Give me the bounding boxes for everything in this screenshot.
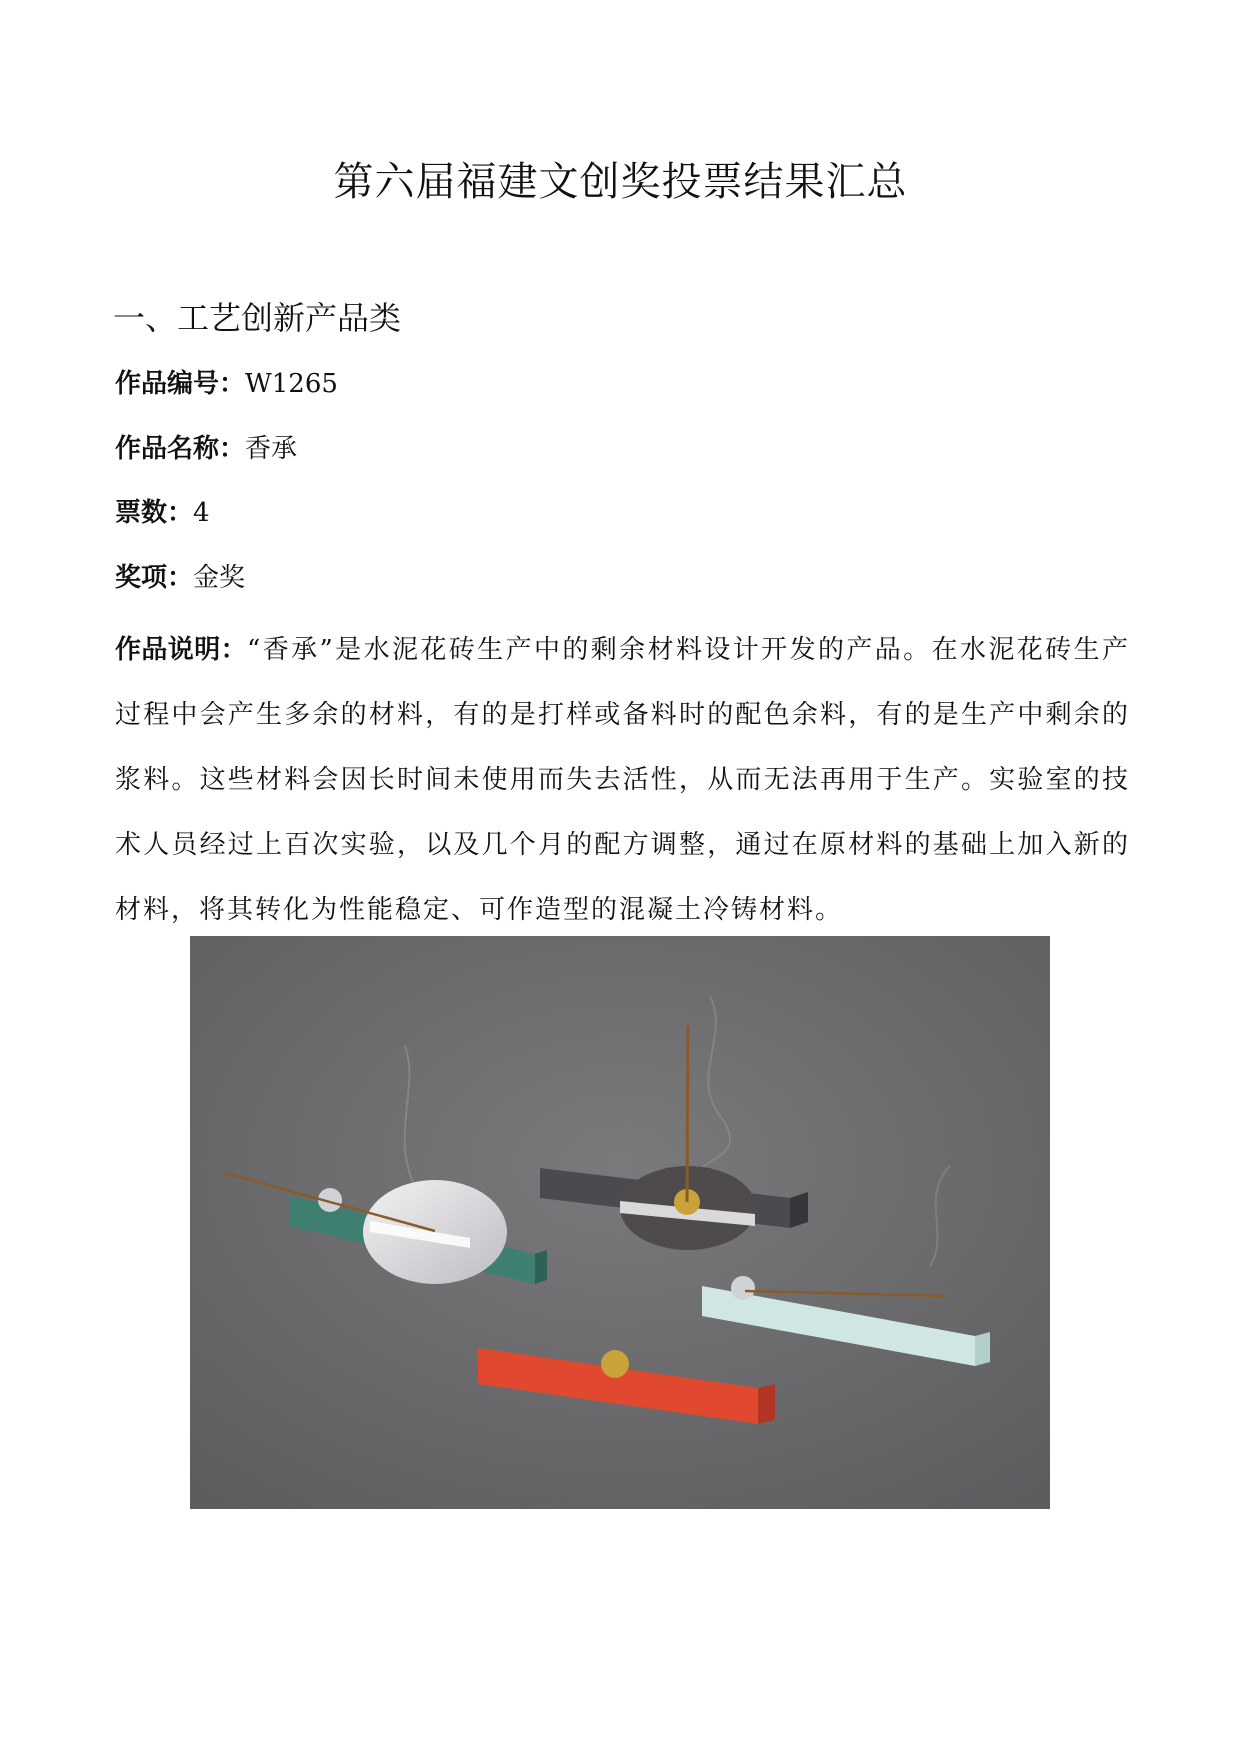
entry-votes-label: 票数： xyxy=(115,498,194,528)
entry-votes-value: 4 xyxy=(193,498,210,528)
section-heading: 一、工艺创新产品类 xyxy=(113,299,402,337)
entry-name xyxy=(115,428,297,465)
entry-number xyxy=(115,363,338,400)
entry-description xyxy=(115,618,1130,943)
entry-description-text: “香承”是水泥花砖生产中的剩余材料设计开发的产品。在水泥花砖生产过程中会产生多余的材料，有的是打样或备料时的配色余料，有的是生产中剩余的浆料。这些材料会因长时间未使用而失去活性，从而无法再用于生产。实验室的技术人员经过上百次实验，以及几个月的配方调整，通过在原材料的基础上加入新的材料，将其转化为性能稳定、可作造型的混凝土冷铸材料。 xyxy=(115,635,1130,925)
entry-description-label: 作品说明： xyxy=(115,635,247,665)
brass-ring xyxy=(601,1350,629,1378)
entry-number-value: W1265 xyxy=(245,369,338,399)
entry-votes xyxy=(115,492,210,529)
entry-award-label: 奖项： xyxy=(115,563,194,593)
entry-name-value: 香承 xyxy=(245,434,298,464)
entry-number-label: 作品编号： xyxy=(115,369,246,399)
document-title: 第六届福建文创奖投票结果汇总 xyxy=(333,159,908,205)
silver-ring xyxy=(731,1276,755,1300)
entry-award-value: 金奖 xyxy=(193,563,246,593)
entry-award xyxy=(115,557,245,594)
product-photo xyxy=(190,936,1050,1509)
entry-name-label: 作品名称： xyxy=(115,434,246,464)
incense-stick xyxy=(687,1026,688,1202)
